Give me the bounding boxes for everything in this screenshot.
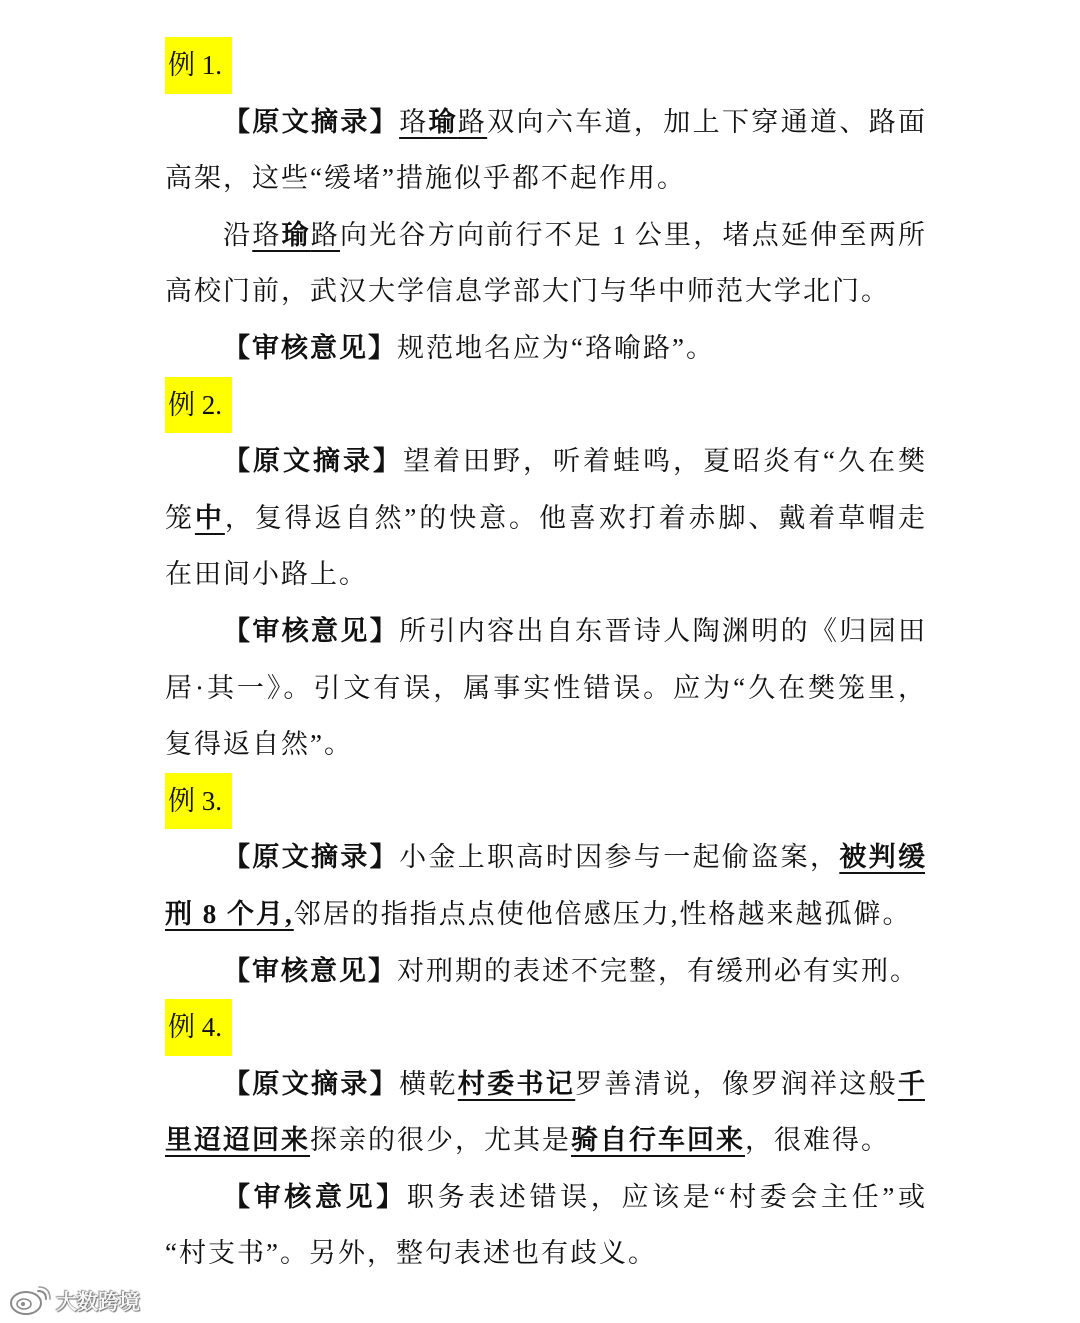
- underlined-phrase: 路: [310, 219, 340, 250]
- underlined-phrase: 被判缓: [839, 842, 925, 873]
- excerpt-tag: 【原文摘录】: [223, 446, 404, 477]
- excerpt-line: [165, 1112, 925, 1169]
- text-run: 复得返自然”。: [165, 729, 353, 760]
- excerpt-line: [165, 150, 925, 207]
- text-run: 对刑期的表述不完整，有缓刑必有实刑。: [397, 955, 919, 986]
- underlined-phrase: 路: [457, 106, 488, 137]
- excerpt-line: [165, 263, 925, 320]
- text-run: 探亲的很少，尤其是: [310, 1125, 571, 1156]
- underlined-phrase: 骑自行车回来: [571, 1125, 745, 1156]
- excerpt-line: [165, 433, 925, 490]
- text-run: 望着田野，听着蛙鸣，夏昭炎有“久在樊: [403, 446, 925, 477]
- watermark-logo-icon: [8, 1285, 52, 1317]
- review-tag: 【审核意见】: [223, 615, 400, 646]
- underlined-phrase: 珞: [252, 219, 282, 250]
- text-run: 职务表述错误，应该是“村委会主任”或: [406, 1181, 925, 1212]
- underlined-phrase: 里迢迢回来: [165, 1125, 310, 1156]
- underlined-phrase: 村委书记: [457, 1068, 576, 1099]
- example-heading: [165, 377, 925, 434]
- excerpt-line: [165, 886, 925, 943]
- example-heading: [165, 773, 925, 830]
- example-heading: [165, 999, 925, 1056]
- text-run: 在田间小路上。: [165, 559, 368, 590]
- text-run: 双向六车道，加上下穿通道、路面: [487, 106, 925, 137]
- review-line: [165, 660, 925, 717]
- example-heading: [165, 37, 925, 94]
- excerpt-tag: 【原文摘录】: [223, 842, 400, 873]
- excerpt-tag: 【原文摘录】: [223, 1068, 400, 1099]
- underlined-phrase: 瑜: [281, 219, 311, 250]
- example-label: 例 4.: [165, 999, 232, 1056]
- text-run: 高架，这些“缓堵”措施似乎都不起作用。: [165, 163, 686, 194]
- underlined-phrase: 瑜: [428, 106, 458, 137]
- example-label: 例 2.: [165, 377, 232, 434]
- text-run: 规范地名应为“珞喻路”。: [397, 332, 715, 363]
- review-line: [165, 716, 925, 773]
- text-run: ，很难得。: [745, 1125, 890, 1156]
- review-line: [165, 320, 925, 377]
- text-run: 所引内容出自东晋诗人陶渊明的《归园田: [399, 615, 925, 646]
- text-run: 小金上职高时因参与一起偷盗案，: [399, 842, 840, 873]
- review-line: [165, 943, 925, 1000]
- watermark-text: 大数跨境: [56, 1290, 140, 1314]
- review-line: [165, 603, 925, 660]
- text-run: 沿: [223, 219, 253, 250]
- underlined-phrase: 刑 8 个月,: [165, 898, 294, 929]
- text-run: 笼: [165, 502, 195, 533]
- underlined-phrase: 中: [194, 502, 225, 533]
- text-run: 横乾: [399, 1068, 458, 1099]
- example-label: 例 1.: [165, 37, 232, 94]
- text-run: 向光谷方向前行不足 1 公里，堵点延伸至两所: [340, 219, 925, 250]
- watermark: [8, 1284, 140, 1318]
- text-run: 邻居的指指点点使他倍感压力,性格越来越孤僻。: [293, 898, 912, 929]
- review-line: [165, 1169, 925, 1226]
- underlined-phrase: 珞: [399, 106, 429, 137]
- excerpt-line: [165, 829, 925, 886]
- underlined-phrase: 千: [898, 1068, 925, 1099]
- text-run: 高校门前，武汉大学信息学部大门与华中师范大学北门。: [165, 276, 890, 307]
- review-tag: 【审核意见】: [223, 332, 397, 363]
- excerpt-line: [165, 207, 925, 264]
- text-run: “村支书”。另外，整句表述也有歧义。: [165, 1238, 657, 1269]
- example-label: 例 3.: [165, 773, 232, 830]
- review-tag: 【审核意见】: [223, 1181, 407, 1212]
- excerpt-line: [165, 546, 925, 603]
- document-body: [165, 37, 925, 1282]
- excerpt-tag: 【原文摘录】: [223, 106, 400, 137]
- text-run: 居·其一》。引文有误，属事实性错误。应为“久在樊笼里，: [165, 672, 925, 703]
- excerpt-line: [165, 94, 925, 151]
- excerpt-line: [165, 490, 925, 547]
- review-tag: 【审核意见】: [223, 955, 397, 986]
- review-line: [165, 1225, 925, 1282]
- text-run: ，复得返自然”的快意。他喜欢打着赤脚、戴着草帽走: [224, 502, 925, 533]
- text-run: 罗善清说，像罗润祥这般: [575, 1068, 899, 1099]
- excerpt-line: [165, 1056, 925, 1113]
